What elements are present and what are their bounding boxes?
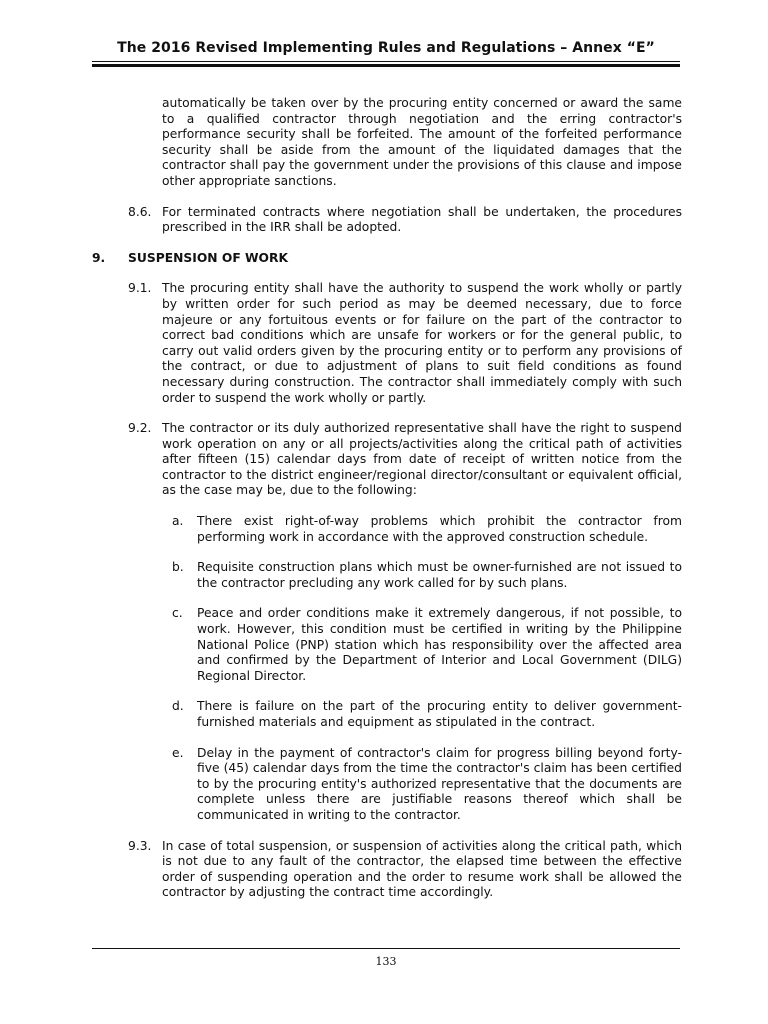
list-item (92, 746, 682, 824)
list-item (92, 560, 682, 591)
item-label: c. (172, 606, 183, 621)
clause-8-6 (92, 205, 682, 236)
item-text: Peace and order conditions make it extremely dangerous, if not possible, to work. However, this condition must be certified in writing by the Philippine National Police (PNP) station which has responsibility over the affected area and confirmed by the Department of Interior and Local Government (DILG) Regional Director. (197, 606, 682, 683)
page-header: The 2016 Revised Implementing Rules and Regulations – Annex “E” (117, 40, 655, 56)
section-title: SUSPENSION OF WORK (128, 250, 289, 265)
clause-text: The procuring entity shall have the authority to suspend the work wholly or partly by written order for such period as may be deemed necessary, due to force majeure or any fortuitous events or for failure on the part of the contractor to correct bad conditions which are unsafe for workers or for the general public, to carry out valid orders given by the procuring entity or to perform any provisions of the contract, or due to adjustment of plans to suit field conditions as found necessary during construction. The contractor shall immediately comply with such order to suspend the work wholly or partly. (162, 281, 682, 405)
item-label: e. (172, 745, 184, 760)
clause-9-1 (92, 281, 682, 406)
item-label: b. (172, 560, 184, 575)
item-text: Delay in the payment of contractor's claim for progress billing beyond forty-five (45) calendar days from the time the contractor's claim has been certified to by the procuring entity's authorized representative that the documents are complete unless there are justifiable reasons thereof which shall be communicated in writing to the contractor. (197, 745, 682, 822)
clause-text: In case of total suspension, or suspension of activities along the critical path, which is not due to any fault of the contractor, the elapsed time between the effective order of suspending operation and the order to resume work shall be allowed the contractor by adjusting the contract time accordingly. (162, 838, 682, 900)
clause-number: 9.1. (128, 281, 152, 296)
item-text: There exist right-of-way problems which prohibit the contractor from performing work in accordance with the approved construction schedule. (197, 514, 682, 544)
clause-number: 9.2. (128, 421, 152, 436)
header-rule-thin (92, 61, 680, 62)
list-item (92, 699, 682, 730)
clause-9-2 (92, 421, 682, 499)
footer-rule (92, 948, 680, 949)
clause-number: 8.6. (128, 204, 152, 219)
list-item (92, 514, 682, 545)
section-heading (92, 251, 682, 267)
document-body (92, 96, 682, 901)
clause-9-3 (92, 839, 682, 901)
item-text: Requisite construction plans which must be owner-furnished are not issued to the contractor precluding any work called for by such plans. (197, 560, 682, 590)
item-label: d. (172, 699, 184, 714)
header-rule-thick (92, 64, 680, 67)
continuation-paragraph: automatically be taken over by the procuring entity concerned or award the same to a qualified contractor through negotiation and the erring contractor's performance security shall be forfeited. The amount of the forfeited performance security shall be aside from the amount of the liquidated damages that the contractor shall pay the government under the provisions of this clause and impose other appropriate sanctions. (162, 96, 682, 188)
item-text: There is failure on the part of the procuring entity to deliver government-furnished materials and equipment as stipulated in the contract. (197, 699, 682, 729)
section-number: 9. (92, 250, 106, 265)
list-item (92, 606, 682, 684)
clause-number: 9.3. (128, 838, 152, 853)
clause-text: The contractor or its duly authorized representative shall have the right to suspend work operation on any or all projects/activities along the critical path of activities after fifteen (15) calendar days from date of receipt of written notice from the contractor to the district engineer/regional director/consultant or equivalent official, as the case may be, due to the following: (162, 421, 682, 498)
item-label: a. (172, 514, 184, 529)
page-number: 133 (375, 955, 397, 968)
clause-text: For terminated contracts where negotiation shall be undertaken, the procedures prescribed in the IRR shall be adopted. (162, 204, 682, 235)
